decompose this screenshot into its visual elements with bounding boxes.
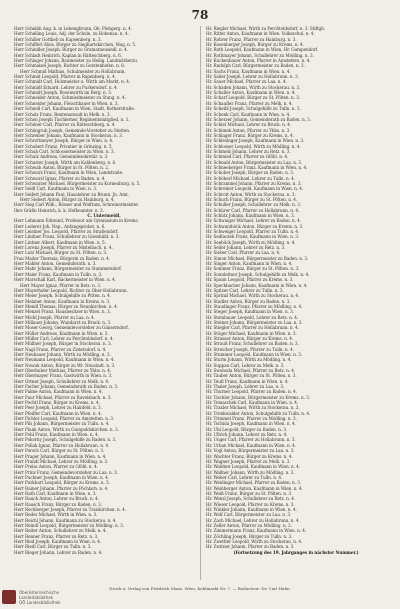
right-column-entry: Hr. Wieser Leopold, Pfarrer zu Krems. n. 3. [206,501,295,507]
left-column-entry: Herr Schmid Leopold, Pfarrer in Rapenberg. n. 4. [14,74,116,80]
left-column-entry: Herr Scholz Franz, Rentenanwalt in Melk. n. 3. [14,111,111,117]
left-column-entry: Herr Rausch Franz, Bürger zu Baden. n. 3. [14,501,102,507]
left-column-entry: Herr Schuster Joseph, Wirth am Kahlenberg. n. 6. [14,159,117,165]
library-logo-icon [2,590,16,604]
right-column-entry: Hr. Rothmayer Johann, Schullehrer zu Mödling. n. 3. [206,52,314,58]
left-column-entry: Herr Schnell Carl, Kaufmann in Wien, Stadt, Rotherstraße. [14,106,135,112]
left-column-entry: Herr Schlager Johann, Baumeister zu Heilig. Landmärkerzu. [14,58,139,64]
left-column-entry: Herr Seidl Carl, Kaufmann in Wien. n. 3. [14,186,98,192]
right-column-entry: Hr. Singer Anton, Kaufmann in Wien. n. 4. [206,261,293,267]
right-column-entry: Hr. Urban Michael, Kaufmann in Wien. n. 4. [206,442,296,448]
left-column-entry: Herr Renner Franz, Pfarrer zu Retz. n. 3. [14,533,99,539]
left-column-entry: Herr Palme Anton, Kaufmann in Wien. n. 4. [14,389,103,395]
right-column-entry: Hr. Seiler Johann, Lehrer zu Retz. n. 3. [206,245,286,251]
right-column-entry: Hr. Schenk Carl, Kaufmann in Wien. n. 4. [206,111,291,117]
left-column-entry: Herr Schindler Joseph, Bürger zu Gramatneusiedl. n. 4. [14,47,128,53]
left-column-entry: Herr Neubauer Johann, Wirth zu Mödling. n. 3. [14,351,111,357]
left-column-entry: Herr Schmidt Carl, Holzmeister u. Wirth am Markt, n. 4. [14,79,131,85]
left-column-entry: Herr Schubert Franz, Privatier in Grinzing. n. 5. [14,143,113,149]
left-column-entry: Herr Marschall Karl, Bäckermeister in Wien. n. 4. [14,277,116,283]
stamp-line: OÖ Landesbibliothek [19,599,61,605]
left-column-entry: Herr Ortner Joseph, Schullehrer zu Melk. n. 4. [14,378,110,384]
right-column-entry: Hr. Sachs Franz, Kaufmann in Wien. n. 4. [206,68,291,74]
right-column-entry: Hr. Seeböck Joseph, Wirth zu Mödling. n. 4. [206,239,296,245]
right-column-entry: Hr. Scheibl Joseph, Schulgehilfe zu Tulln. n. 3. [206,106,301,112]
left-column-entry: Herr Reindl Leopold, Bürgermeister zu Mödling. n. 3. [14,522,124,528]
right-column-entry: Hr. Scharf Leopold, Bürger zu St. Pölten. n. 3. [206,95,300,101]
right-column-entry: Hr. Schweiger Leopold, Pfarrer zu Tulln. n. 4. [206,229,300,235]
left-column-entry: Herr Pils Johann, Bürgermeister zu Tulln. n. 4. [14,421,110,427]
left-column-entry: Herr Oberhuber Mathias, Pfarrer zu Ybbs. n. 4. [14,368,112,373]
left-column-entry: Herr Schöngrub Joseph, Gemeinde-Vorsteher zu Stetten. [14,127,131,133]
right-column-entry: Hr. Schlager Franz, Bürger zu Krems. n. 4. [206,132,294,138]
right-column-entry: Hr. Weidinger Michael, Pfarrer zu Baden. n. 3. [206,480,301,486]
right-column-entry: Hr. Schuch Franz, Bürger zu St. Pölten. n. 4. [206,197,298,202]
section-heading: C. Untermeidl. [87,213,121,219]
left-column-entry: Herr Menzel Franz, Hausbesitzer in Wien. n. 3. [14,309,111,315]
left-column-entry: Herr Siebert Anton, Bürger zu Hainburg. n. 4. [20,197,115,202]
right-column-entry: Hr. Stadler Anton, Bürger zu Baden. n. 3. [206,298,291,304]
right-column-entry: Hr. Wagner Joseph, Pfarrer zu Melk. n. 3. [206,458,291,464]
left-column-entry: Herr Lorenz Joseph, Pfarrer zu Mistelbach. n. 4. [14,245,113,251]
left-column-entry: Herr Reichl Johann, Kaufmann zu Stockerau. n. 4. [14,517,117,523]
right-column-entry: Hr. Scherzer Johann, Gemeinderath zu Baden. n. 3. [206,116,311,122]
right-column-entry: Hr. Swoboda Michael, Pfarrer zu Retz. n. 4. [206,368,296,373]
left-column-entry: Herr Schneider Johann, Fleischhauer in Wien. n. 3. [14,100,119,106]
right-column-entry: Hr. Streicher Joseph, Pfarrer zu Tulln. n. 4. [206,346,294,352]
right-column-entry: Hr. Weiß Franz, Bürger zu St. Pölten. n. 3. [206,490,293,496]
right-column-entry: Hr. Rohrer Franz, Pfarrer zu Hainburg. n. 3. [206,36,297,42]
left-column-entry: Herr Schreiber Johann, Kaufmann in Stockerau. n. 3. [14,132,123,138]
right-column-entry: Hr. Zwettler Leopold, Wirth zu Stockerau. n. 4. [206,539,303,544]
right-column-entry: Hr. Thaler Joseph, Lehrer zu Laa. n. 3. [206,384,285,390]
right-column-entry: Hr. Schnabl Anton, Bürgermeister zu Laa. n. 3. [206,159,303,165]
left-column-entry: Herr Müller Carl, Lehrer zu Perchtoldsdorf. n. 4. [14,335,114,341]
right-column-entry: Hr. Riegler Michael, Wirth zu Perchtoldsdorf, n. 3. Stiftgb. [206,26,326,31]
right-column-entry: Hr. Zimmermann Franz, Kaufmann in Wien. n. 4. [206,528,307,534]
right-column-entry: Hr. Vogl Anton, Bürgermeister zu Laa. n. 3. [206,448,295,454]
left-column-entry: Herr Müllner Joseph, Bürger in Stockerau. n. 3. [14,341,112,347]
right-column-entry: Hr. Sommer Franz, Bürger zu St. Pölten. n. 3. [206,266,300,272]
left-column-entry: Herr Neumann Leopold, Kaufmann in Wien. n. 4. [14,357,115,363]
left-column-entry: Herr Schmalzel Joseph, Richter zu Gerstenhofen. n. 8. [14,63,126,69]
right-column-entry: Hr. Ruckenbauer Anton, Pfarrer in Amstetten. n. 4. [206,58,311,64]
left-column-entry: Herr Schon Joseph Tischlerner, Regimentsmitglied, n. 1. [14,116,130,122]
left-column-entry: Herr Reiter Anton, Schullehrer zu Melk. n. 4. [14,528,107,534]
right-column-entry: Hr. Thurner Leopold, Pfarrer zu Baden. n. 4. [206,389,297,395]
left-column-entry: Herr Plank Anton, Wirth zu Gumpoldskirchen. n. 3. [14,426,119,432]
left-column-entry: Herr Pfeiffer Carl, Kaufmann in Wien. n. 4. [14,410,102,416]
right-column-entry: Hr. Sauer Michael, Pfarrer zu Laa. n. 4. [206,79,287,85]
right-column-entry: Hr. Traxler Michael, Wirth zu Stockerau. n. 3. [206,405,300,411]
right-column-entry: Hr. Sonnleitner Joseph, Schulgehilfe zu Melk. n. 4. [206,271,310,277]
left-column-entry: Herr Preiss Anton, Pfarrer zu Gföhl. n. 4. [14,464,98,470]
left-column-entry: Herr Müller Andreas, Kaufmann in Wien. n. 3. [14,330,109,336]
left-column-entry: Herr Schmid Mathias, Schulmeister zu Hollabrunn. [20,68,126,74]
right-column-entry: Hr. Ritter Anton, Kaufmann in Wien. Volksschul. n. 4. [206,31,315,37]
left-column-entry: Herr Rainer Johann, Pfarrer zu Pöchlarn. n. 4. [14,485,109,491]
right-column-entry: Hr. Waldner Leopold, Kaufmann in Wien. n. 4. [206,464,300,470]
right-column-entry: Hr. Steiner Johann, Bürgermeister zu Laa. n. 3. [206,319,303,325]
left-column-entry: Herr Nagl Franz, Pfarrer zu Zistersdorf. n. 4. [14,346,107,352]
right-column-entry: Hr. Stöger Michael, Kaufmann in Wien. n. 3. [206,330,297,336]
left-column-entry: Herr Rauch Anton, Lehrer zu Bruck. n. 4. [14,496,99,502]
right-column-entry: Hr. Schlosser Leopold, Wirth zu Mödling. n. 4. [206,143,301,149]
right-column-entry: Hr. Weber Carl, Lehrer zu Tulln. n. 4. [206,474,283,480]
left-column-entry: Herr Schuh Carl, Schlossermeister zu Wien. n. 3. [14,148,115,154]
left-column-entry: Frau Mader Theresia, Bürgerin zu Baden. n. 4. [14,255,111,261]
right-column-entry: Hr. Schneeberger Franz, Kaufmann in Wien. n. 4. [206,164,308,170]
left-column-entry: Herr Schwab Anton, Bürger in St. Pölten. n. 2. [14,164,110,170]
stamp-line: Landesbibliothek [19,594,54,600]
left-column-entry: Herr Meixner Anton, Kaufmann in Krems. n. 3. [14,298,111,304]
right-column-entry: Hr. Schimek Anton, Pfarrer zu Ybbs. n. 3. [206,127,291,133]
right-column-entry: Hr. Roth Leopold, Kaufmann in Wien, Hr. Gumpendorf. [206,47,319,53]
left-column-entry: Herr Lederer Joh. Nep., Anfangsprobst. n. 6. [14,223,106,229]
right-column-entry: Hr. Steger Joseph, Kaufmann in Wien. n. 3. [206,309,294,315]
left-column-entry: Herr Schneider Anton, Schmiedmeister zu Stang. n. 4. [14,95,126,101]
left-column-entry: Herr Pichler Leopold, Pfarrer zu Amstetten. n. 3. [14,416,115,422]
left-column-entry: Herr Mayer Ignaz, Pfarrer in Retz. n. 3. [20,282,102,288]
right-column-entry: Hr. Trenkwalder Anton, Schulgehilfe zu Tulln. n. 4. [206,410,311,416]
right-column-entry: Hr. Schaller Anton, Kaufmann in Wien. n. 4. [206,90,296,96]
left-column-entry: Herr Pacher Johann, Gemeinderath zu Baden. n. 3. [14,384,119,390]
right-column-entry: Hr. Weinberger Anton, Kaufmann in Wien. n. 4. [206,485,303,491]
right-column-entry: Hr. Schürer Carl, Pfarrer zu Hollabrunn. n. 4. [206,207,300,213]
left-column-entry: Herr Prinz Franz, Gemeindevorsteher zu Laa. n. 3. [14,469,118,475]
left-column-entry: Herr Nowak Anton, Bürger zu Wr. Neustadt. n. 3. [14,362,116,368]
right-column-entry: Hr. Schrott Anton, Wirth zu Stockerau. n. 3. [206,191,296,197]
right-column [206,26,386,580]
left-column-entry: Herr Pohl Franz, Kaufmann in Wien. n. 4. [14,432,99,438]
right-column-entry: Hr. Speckbacher Johann, Kaufmann in Wien. n. 4. [206,282,308,288]
library-stamp [2,587,76,607]
right-column-entry: Hr. Schaufler Franz, Pfarrer zu Melk. n. 4. [206,100,293,106]
left-column-entry: Herr Pollak Ignaz, Pfarrer zu Hollabrunn. n. 4. [14,442,110,448]
left-column-entry: Herr Mayerhofer Leopold, Richter zu Ober-Hollabrunn. [14,287,128,293]
left-column-entry: Herr Lintner Albert, Kaufmann in Wien. n. 5. [14,239,106,245]
right-column-entry: Hr. Rudolph Carl, Bürgermeister zu Baden. n. 3. [206,63,305,69]
right-column-entry: Hr. Spann Leopold, Pfarrer zu Krems. n. 3. [206,277,294,283]
stamp-line: Oberösterreichische [19,589,60,595]
left-column-entry: Herr Leistner Jos. Leopold, Pfarrer zu Straßendorf. [14,229,119,235]
right-column-entry: Hr. Simon Michael, Bürgermeister zu Baden. n. 3. [206,255,309,261]
page-number: 78 [191,8,209,22]
left-column-entry: Herr Prager Johann, Kaufmann in Wien. n. 4. [14,453,107,459]
left-column-entry: Herr Prandl Michael, Lehrer zu Mödling. n. 3. [14,458,109,464]
left-column-entry: Herr Puchner Joseph, Kaufmann in Wien. n. 4. [14,474,109,480]
left-column-entry: Herr Meier Joseph, Schulgehilfe zu Pitten. n. 4. [14,293,112,299]
right-column-entry: Hr. Strasser Anton, Bürger zu Krems. n. 4. [206,335,294,341]
column-divider [200,26,201,580]
right-column-entry: Hr. Wallner Johann, Wirth zu Mödling. n. 3. [206,469,295,475]
right-column-entry: Hr. Schütz Johann, Kaufmann in Wien. n. 3. [206,213,295,219]
left-column-entry: Herr Moser Georg, Gemeindevorsteher zu Gänserndorf. [14,325,129,331]
right-column-entry: Hr. Tauber Anton, Bürger zu St. Pölten. n. 3. [206,373,297,379]
right-column-entry: Hr. Wenzl Joseph, Schullehrer zu Retz. n. 4. [206,496,296,502]
left-column [14,26,194,580]
left-column-entry: Herr Lehmann Edmund, Professor am Gymnasium in Krems. [14,218,139,224]
right-column-entry: Hr. Sailer Joseph, Lehrer zu Hollabrunn. n. 3. [206,74,299,80]
right-column-entry: Hr. Zöchling Joseph, Bürger zu Tulln. n. 3. [206,533,293,539]
right-column-entry: Hr. Stummer Leopold, Kaufmann in Wien. n. 3. [206,351,303,357]
right-column-entry: Hr. Tschida Joseph, Kaufmann in Wien. n. 4. [206,421,296,427]
right-column-entry: Hr. Schiel Michael, Lehrer zu Bruck. n. 4. [206,122,292,128]
left-column-entry: Herr Schelling Louis, Adj. der Schule, zu Hohenau. n. 4. [14,31,129,37]
left-column-entry: Herr Paur Michael, Pfarrer zu Ravelsbach. n. 3. [14,394,112,400]
right-column-entry: Hr. Zeller Anton, Pfarrer zu Mödling. n. 3. [206,522,292,528]
left-column-entry: Ihre Gräfin Heinrich, k. k. Hofbeamter. n. 3. [14,207,104,213]
left-column-entry: Herr Mendl Thomas, Bürger zu Neunkirchen. n. 4. [14,303,118,309]
left-column-entry: Herr Schifferl Alois, Bürger zu Sieghartskirchen, Mag. n. 5. [14,42,137,48]
right-column-entry: Hr. Wachter Franz, Bürger zu Krems. n. 4. [206,453,293,459]
left-column-entry: Herr Purkhart Leopold, Bürger zu Krems. n. 3. [14,480,110,486]
left-column-entry: Herr Sieg Carl Wilh., Rösser und Wolfram, Schreinermeister. [14,202,139,208]
left-column-entry: Herr Rieger Johann, Lehrer zu Baden. n. 4. [14,549,103,555]
right-column-entry: Hr. Unger Carl, Pfarrer zu Hollabrunn. n. 3. [206,437,296,443]
right-column-entry: Hr. Schober Joseph, Bürger zu Baden. n. 3. [206,170,295,176]
left-column-entry: Herr Michl Joseph, Pfarrer zu Laa. n. 4. [14,314,96,320]
right-column-entry: Hr. Schwaiger Michael, Lehrer zu Baden. n. 4. [206,218,301,224]
right-column-entry: Hr. Trimmel Franz, Pfarrer zu Mödling. n. 3. [206,416,297,422]
imprint-footer: Druck u. Verlag von Friedrich Manz, Wien, Kohlmarkt Nr. 7. — Redacteur: Dr. Carl Hahn. [109,586,291,591]
right-column-entry: Hr. Uhl Leopold, Bürger zu Baden. n. 3. [206,426,288,432]
continuation-note: (Fortsetzung des 19. Jahrganges in nächster Nummer.) [233,549,359,555]
right-column-entry: Hr. Schöberl Michael, Lehrer zu Tulln. n. 4. [206,175,295,181]
left-column-entry: Herr Peer Joseph, Lehrer zu Hainfeld. n. 3. [14,405,102,411]
right-column-entry: Hr. Teufl Franz, Kaufmann in Wien. n. 4. [206,378,289,384]
left-column-entry: Herr Rath Carl, Kaufmann in Wien. n. 3. [14,490,97,496]
left-column-entry: Herr Reder Michael, Wirth in Wien. n. 3. [14,512,98,518]
left-column-entry: Herr Schiller Gottlieb zu Kapsenberg. n. 3. [14,36,102,42]
left-column-entry: Herr Lutz Michael, Bürger zu St. Pölten. n. 3. [14,250,108,256]
left-column-entry: Herr Schöner Carl, Pfarrer zu Rätteschberg. n. 4. [14,122,116,128]
right-column-entry: Hr. Sprinzl Michael, Wirth zu Stockerau. n. 4. [206,293,300,299]
right-column-entry: Hr. Sieber Carl, Pfarrer zu Laa. n. 4. [206,250,281,256]
left-column-entry: Herr Pokorny Joseph, Schulgehilfe zu Baden. n. 3. [14,437,117,443]
right-column-entry: Hr. Spitzer Carl, Lehrer zu Tulln. n. 3. [206,287,284,293]
left-column-entry: Herr Pechtl Franz, Bürger zu Krems. n. 4. [14,400,100,406]
left-column-entry: Herr Schwarz Franz, Kaufmann in Wien, Landstraße. [14,170,124,176]
left-column-entry: Herr Schwarzl Ignaz, Pfarrer zu Baden. n. 4. [14,175,106,181]
left-column-entry: Herr Schladt Heinrich, Kaplan in Rätteschberg. n. 6. [14,52,122,58]
right-column-entry: Hr. Schlesinger Joseph, Kaufmann in Wien. n. 3. [206,138,305,144]
left-column-entry: Herr Schwarzer Michael, Bürgermeister zu Korneuburg. n. 5. [14,180,141,186]
right-column-entry: Hr. Stiegler Carl, Pfarrer zu Hollabrunn. n. 4. [206,325,299,331]
left-column-entry: Herr Obermayer Franz, Gastwirth in Wien. n. 3. [14,373,113,379]
right-column-entry: Hr. Zach Michael, Lehrer zu Hollabrunn. n. 4. [206,517,300,523]
right-column-entry: Hr. Strauß Franz, Schullehrer zu Baden. n. 3. [206,341,299,347]
right-column-entry: Hr. Schmied Carl, Pfarrer zu Gföhl. n. 4. [206,154,289,160]
left-column-entry: Herr Schulz Andreas, Gemeindesekretär. n. 3. [14,154,109,160]
right-column-entry: Hr. Ullrich Johann, Lehrer zu Retz. n. 4. [206,432,288,438]
left-column-entry: Herr Schmidt Joseph, Rosenwirth im Berg. n. 3. [14,90,112,96]
left-column-entry: Herr Schrottmeyer Joseph, Bürger in Wien. n. 4. [14,138,114,144]
left-column-entry: Herr Lindner Franz, Schullehrer zu Giesshübl. n. 3. [14,234,120,240]
left-column-entry: Herr Seifert Johann Paul, Hauslehrer zu Brunn. Jn. Amt. [14,191,129,197]
subscriber-list [14,26,388,580]
right-column-entry: Hr. Suppan Carl, Lehrer zu Melk. n. 3. [206,362,285,368]
left-column-entry: Herr Rechberger Joseph, Pfarrer zu Traiskirchen. n. 4. [14,506,126,512]
left-column-entry: Herr Millauer Johann, Wundarzt zu Bruck. n. 3. [14,319,112,325]
library-stamp-text [19,590,61,605]
left-column-entry: Herr Porsch Carl, Bürger zu St. Pölten. n. 3. [14,448,105,454]
right-column-entry: Hr. Wolf Carl, Bürgermeister zu Laa. n. 3. [206,512,292,518]
left-column-entry: Herr Mahr Johann, Bürgermeister zu Stammersdorf. [14,266,122,272]
right-column-entry: Hr. Schmelz Johann, Lehrer zu Retz. n. 3. [206,148,291,154]
right-column-entry: Hr. Schwarzböck Anton, Bürger zu Krems. n. 3. [206,223,304,229]
left-column-entry: Herr Ried Joseph, Kaufmann in Wien. n. 4. [14,539,102,544]
right-column-entry: Hr. Staudinger Franz, Pfarrer zu Mödling. n. 4. [206,303,303,309]
left-column-entry: Herr Mahler Anton, Gemeinderath. n. 3. [14,261,97,267]
right-column-entry: Hr. Sedlaczek Franz, Kaufmann in Wien. n. 3. [206,234,300,240]
left-column-entry: Herr Scheibli Aug. k. in Lebengbrunn, Ob. Plebgerg. n. 4. [14,26,132,31]
right-column-entry: Hr. Steinbauer Leopold, Lehrer zu Retz. n. 4. [206,314,299,320]
right-column-entry: Hr. Tischler Johann, Bürgermeister zu Krems. n. 3. [206,394,310,400]
right-column-entry: Hr. Schaden Johann, Wirth zu Stockerau. n. 3. [206,84,301,90]
right-column-entry: Hr. Rosenberger Joseph, Bürger zu Krems. n. 4. [206,42,304,48]
right-column-entry: Hr. Tomaschek Carl, Kaufmann in Wien. n. 4. [206,400,299,406]
right-column-entry: Hr. Zwirner Johann, Pfarrer zu Baden. n. 3. [206,544,295,550]
left-column-entry: Herr Riedl Carl, Bürger zu Tulln. n. 3. [14,544,92,550]
right-column-entry: Hr. Sturm Johann, Wirth zu Mödling. n. 4. [206,357,292,363]
left-column-entry: Herr Maier Franz, Kaufmann in Tulln. n. 3. [14,271,103,277]
right-column-entry: Hr. Winkler Johann, Kaufmann in Wien. n. 4. [206,506,297,512]
right-column-entry: Hr. Schuller Joseph, Schullehrer zu Melk. n. 3. [206,202,302,208]
right-column-entry: Hr. Schrammel Johann, Pfarrer zu Krems. n. 3. [206,180,302,186]
right-column-entry: Hr. Schreiner Leopold, Kaufmann in Wien. n. 4. [206,186,304,192]
left-column-entry: Herr Schmidt Eduard, Lehrer zu Purkersdorf. n. 4. [14,84,118,90]
